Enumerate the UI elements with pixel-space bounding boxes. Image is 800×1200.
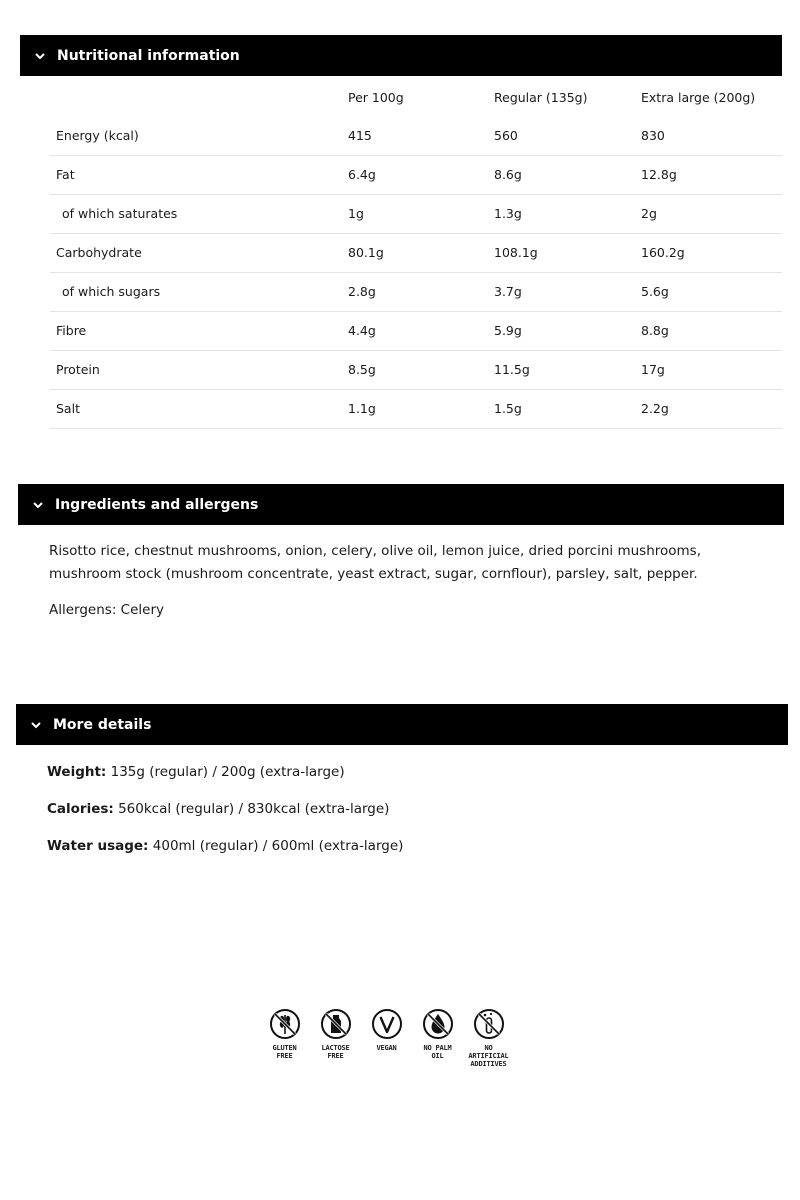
detail-value: 560kcal (regular) / 830kcal (extra-large) xyxy=(113,801,390,817)
ingredients-text: Risotto rice, chestnut mushrooms, onion, celery, olive oil, lemon juice, dried porcini mushrooms, mushroom stock (mushroom concentrate, yeast extract, sugar, cornflour), parsley, salt, pepper. xyxy=(49,543,701,582)
row-label: Energy (kcal) xyxy=(56,128,139,143)
milk-bottle-crossed-icon xyxy=(320,1008,352,1040)
badge-label: NO PALM OIL xyxy=(423,1044,452,1060)
ingredients-section-header[interactable] xyxy=(18,484,784,525)
table-cell: 5.6g xyxy=(641,284,669,299)
table-cell: 1.1g xyxy=(348,401,376,416)
table-cell: 4.4g xyxy=(348,323,376,338)
row-label: of which saturates xyxy=(62,206,178,221)
table-row xyxy=(50,351,782,390)
table-cell: 2g xyxy=(641,206,657,221)
vegan-v-icon xyxy=(371,1008,403,1040)
row-label: Carbohydrate xyxy=(56,245,142,260)
badge-lactose-free xyxy=(315,1008,356,1068)
badge-gluten-free xyxy=(264,1008,305,1068)
table-cell: 108.1g xyxy=(494,245,538,260)
table-row xyxy=(50,234,782,273)
wheat-crossed-icon xyxy=(269,1008,301,1040)
table-cell: 560 xyxy=(494,128,518,143)
table-cell: 2.8g xyxy=(348,284,376,299)
details-section-title: More details xyxy=(53,716,152,733)
detail-label: Calories: xyxy=(47,801,114,817)
dietary-badges xyxy=(264,1008,519,1068)
table-cell: 415 xyxy=(348,128,372,143)
badge-label: LACTOSE FREE xyxy=(321,1044,350,1060)
nutrition-table-header xyxy=(50,79,782,117)
nutrition-section-header[interactable] xyxy=(20,35,782,76)
table-cell: 160.2g xyxy=(641,245,685,260)
table-row xyxy=(50,156,782,195)
table-cell: 80.1g xyxy=(348,245,384,260)
row-label: Fat xyxy=(56,167,75,182)
table-cell: 5.9g xyxy=(494,323,522,338)
badge-no-palm-oil xyxy=(417,1008,458,1068)
column-header: Per 100g xyxy=(348,90,404,105)
oil-drop-crossed-icon xyxy=(422,1008,454,1040)
chevron-down-icon xyxy=(34,50,46,62)
detail-value: 400ml (regular) / 600ml (extra-large) xyxy=(148,838,404,854)
table-row xyxy=(50,312,782,351)
table-row xyxy=(50,390,782,429)
table-cell: 6.4g xyxy=(348,167,376,182)
table-row xyxy=(50,273,782,312)
row-label: Salt xyxy=(56,401,80,416)
detail-label: Weight: xyxy=(47,764,107,780)
table-cell: 12.8g xyxy=(641,167,677,182)
table-row xyxy=(50,117,782,156)
table-cell: 8.6g xyxy=(494,167,522,182)
table-cell: 2.2g xyxy=(641,401,669,416)
column-header: Extra large (200g) xyxy=(641,90,756,105)
nutrition-table xyxy=(50,79,782,429)
row-label: Fibre xyxy=(56,323,87,338)
detail-value: 135g (regular) / 200g (extra-large) xyxy=(106,764,345,780)
table-cell: 3.7g xyxy=(494,284,522,299)
ingredients-section-title: Ingredients and allergens xyxy=(55,496,259,513)
table-cell: 17g xyxy=(641,362,665,377)
table-cell: 1g xyxy=(348,206,364,221)
detail-label: Water usage: xyxy=(47,838,149,854)
table-cell: 830 xyxy=(641,128,665,143)
table-cell: 11.5g xyxy=(494,362,530,377)
detail-weight xyxy=(47,761,345,784)
detail-calories xyxy=(47,798,389,821)
ingredients-text-block xyxy=(49,540,749,586)
table-row xyxy=(50,195,782,234)
badge-vegan xyxy=(366,1008,407,1068)
badge-label: GLUTEN FREE xyxy=(272,1044,297,1060)
badge-label: NO ARTIFICIAL ADDITIVES xyxy=(468,1044,509,1068)
chevron-down-icon xyxy=(32,499,44,511)
table-cell: 1.3g xyxy=(494,206,522,221)
table-cell: 8.8g xyxy=(641,323,669,338)
chevron-down-icon xyxy=(30,719,42,731)
detail-water-usage xyxy=(47,835,403,858)
details-section-header[interactable] xyxy=(16,704,788,745)
nutrition-section-title: Nutritional information xyxy=(57,47,240,64)
row-label: of which sugars xyxy=(62,284,161,299)
table-cell: 1.5g xyxy=(494,401,522,416)
table-cell: 8.5g xyxy=(348,362,376,377)
column-header: Regular (135g) xyxy=(494,90,588,105)
row-label: Protein xyxy=(56,362,100,377)
badge-no-artificial-additives xyxy=(468,1008,509,1068)
allergens-text: Allergens: Celery xyxy=(49,602,164,618)
additive-tube-crossed-icon xyxy=(473,1008,505,1040)
badge-label: VEGAN xyxy=(376,1044,397,1052)
